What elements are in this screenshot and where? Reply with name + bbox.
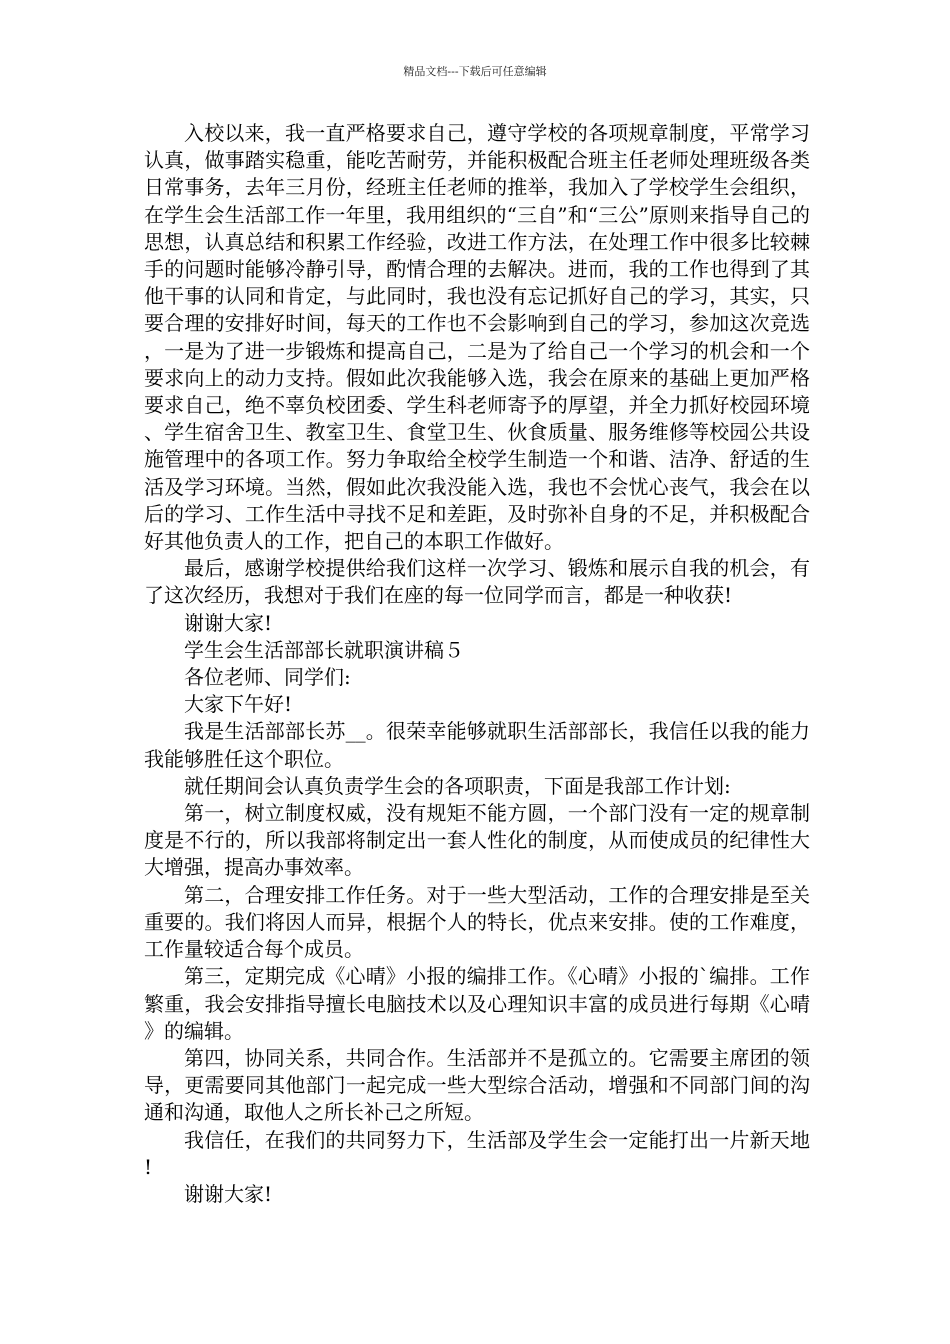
paragraph-final-thanks: 谢谢大家! bbox=[184, 1181, 273, 1206]
paragraph-thank-you: 谢谢大家! bbox=[184, 610, 273, 635]
speech-title: 学生会生活部部长就职演讲稿５ bbox=[184, 637, 464, 662]
paragraph-plan-2: 第二，合理安排工作任务。对于一些大型活动，工作的合理安排是至关重要的。我们将因人而异，根据个人的特长，优点来安排。使的工作难度，工作量较适合每个成员。 bbox=[144, 882, 810, 962]
paragraph-intro: 入校以来，我一直严格要求自己，遵守学校的各项规章制度，平常学习认真，做事踏实稳重，能吃苦耐劳，并能积极配合班主任老师处理班级各类日常事务，去年三月份，经班主任老师的推举，我加入了学校学生会组织，在学生会生活部工作一年里，我用组织的“三自”和“三公”原则来指导自己的思想，认真总结和积累工作经验，改进工作方法，在处理工作中很多比较棘手的问题时能够冷静引导，酌情合理的去解决。进而，我的工作也得到了其他干事的认同和肯定，与此同时，我也没有忘记抓好自己的学习，其实，只要合理的安排好时间，每天的工作也不会影响到自己的学习，参加这次竞选，一是为了进一步锻炼和提高自己，二是为了给自己一个学习的机会和一个要求向上的动力支持。假如此次我能够入选，我会在原来的基础上更加严格要求自己，绝不辜负校团委、学生科老师寄予的厚望，并全力抓好校园环境、学生宿舍卫生、教室卫生、食堂卫生、伙食质量、服务维修等校园公共设施管理中的各项工作。努力争取给全校学生制造一个和谐、洁净、舒适的生活及学习环境。当然，假如此次我没能入选，我也不会忧心丧气，我会在以后的学习、工作生活中寻找不足和差距，及时弥补自身的不足，并积极配合好其他负责人的工作，把自己的本职工作做好。 bbox=[144, 121, 810, 554]
paragraph-greeting: 大家下午好! bbox=[184, 692, 293, 717]
paragraph-self-intro: 我是生活部部长苏__。很荣幸能够就职生活部部长，我信任以我的能力我能够胜任这个职位。 bbox=[144, 719, 810, 771]
paragraph-salutation: 各位老师、同学们: bbox=[184, 665, 351, 690]
document-body bbox=[144, 120, 810, 1208]
paragraph-plan-1: 第一，树立制度权威，没有规矩不能方圆，一个部门没有一定的规章制度是不行的，所以我部将制定出一套人性化的制度，从而使成员的纪律性大大增强，提高办事效率。 bbox=[144, 801, 810, 880]
paragraph-plan-3: 第三，定期完成《心晴》小报的编排工作。《心晴》小报的`编排。工作繁重，我会安排指导擅长电脑技术以及心理知识丰富的成员进行每期《心晴》的编辑。 bbox=[144, 964, 810, 1043]
paragraph-thanks-opportunity: 最后，感谢学校提供给我们这样一次学习、锻炼和展示自我的机会，有了这次经历，我想对于我们在座的每一位同学而言，都是一种收获! bbox=[144, 556, 810, 608]
paragraph-plan-intro: 就任期间会认真负责学生会的各项职责，下面是我部工作计划: bbox=[184, 773, 731, 798]
page-header: 精品文档---下载后可任意编辑 bbox=[403, 65, 547, 78]
paragraph-closing: 我信任，在我们的共同努力下，生活部及学生会一定能打出一片新天地! bbox=[144, 1127, 810, 1179]
paragraph-plan-4: 第四，协同关系，共同合作。生活部并不是孤立的。它需要主席团的领导，更需要同其他部门一起完成一些大型综合活动，增强和不同部门间的沟通和沟通，取他人之所长补己之所短。 bbox=[144, 1045, 810, 1125]
